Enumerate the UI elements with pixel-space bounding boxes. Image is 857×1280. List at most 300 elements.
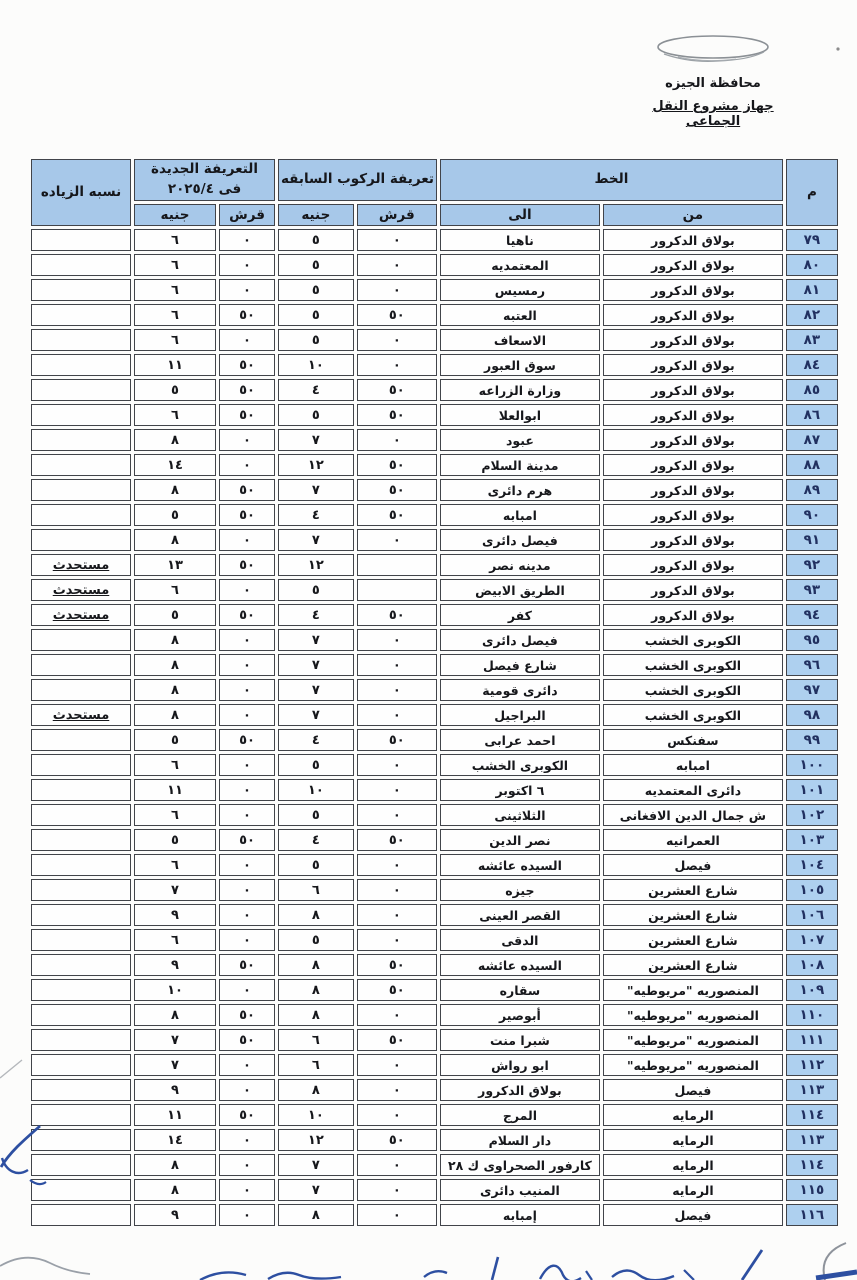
from-cell: الكوبرى الخشب — [603, 654, 783, 676]
row-number: ٩٧ — [786, 679, 838, 701]
header-to: الى — [440, 204, 600, 226]
header-new-tariff-line1: التعريفة الجديدة — [151, 161, 258, 178]
to-cell: نصر الدين — [440, 829, 600, 851]
prev-piasters-cell: ٠ — [357, 854, 437, 876]
increase-cell — [31, 854, 131, 876]
header-prev-piasters: قرش — [357, 204, 437, 226]
table-row — [31, 929, 838, 951]
increase-cell — [31, 279, 131, 301]
new-piasters-cell: ٠ — [219, 529, 275, 551]
to-cell: دائرى قومية — [440, 679, 600, 701]
new-pounds-cell: ١٤ — [134, 1129, 216, 1151]
table-row — [31, 804, 838, 826]
table-row — [31, 1154, 838, 1176]
from-cell: الرمايه — [603, 1129, 783, 1151]
prev-piasters-cell: ٠ — [357, 629, 437, 651]
from-cell: بولاق الدكرور — [603, 504, 783, 526]
header-new-piasters: قرش — [219, 204, 275, 226]
to-cell: المنيب دائرى — [440, 1179, 600, 1201]
table-row — [31, 629, 838, 651]
new-piasters-cell: ٠ — [219, 879, 275, 901]
to-cell: ناهيا — [440, 229, 600, 251]
row-number: ٧٩ — [786, 229, 838, 251]
table-row — [31, 579, 838, 601]
governorate-name: محافظة الجيزه — [665, 76, 761, 91]
to-cell: الطريق الابيض — [440, 579, 600, 601]
increase-cell — [31, 1129, 131, 1151]
table-row — [31, 1004, 838, 1026]
from-cell: فيصل — [603, 1204, 783, 1226]
row-number: ١٠٩ — [786, 979, 838, 1001]
header-previous-tariff-group: تعريفة الركوب السابقه — [278, 159, 437, 201]
increase-cell — [31, 879, 131, 901]
prev-pounds-cell: ٥ — [278, 854, 354, 876]
to-cell: سوق العبور — [440, 354, 600, 376]
new-pounds-cell: ٦ — [134, 229, 216, 251]
from-cell: بولاق الدكرور — [603, 229, 783, 251]
row-number: ٨٦ — [786, 404, 838, 426]
prev-piasters-cell: ٥٠ — [357, 454, 437, 476]
table-row — [31, 229, 838, 251]
row-number: ٨٩ — [786, 479, 838, 501]
row-number: ١٠١ — [786, 779, 838, 801]
from-cell: الكوبرى الخشب — [603, 629, 783, 651]
prev-piasters-cell: ٠ — [357, 229, 437, 251]
from-cell: بولاق الدكرور — [603, 529, 783, 551]
to-cell: مدينة السلام — [440, 454, 600, 476]
to-cell: جيزه — [440, 879, 600, 901]
table-row — [31, 279, 838, 301]
row-number: ١١٢ — [786, 1054, 838, 1076]
new-piasters-cell: ٠ — [219, 1154, 275, 1176]
row-number: ١١٦ — [786, 1204, 838, 1226]
new-pounds-cell: ١٣ — [134, 554, 216, 576]
new-pounds-cell: ٩ — [134, 954, 216, 976]
prev-piasters-cell: ٠ — [357, 429, 437, 451]
new-piasters-cell: ٠ — [219, 579, 275, 601]
prev-piasters-cell: ٠ — [357, 904, 437, 926]
new-pounds-cell: ٨ — [134, 679, 216, 701]
to-cell: دار السلام — [440, 1129, 600, 1151]
fare-table-header — [31, 159, 838, 226]
to-cell: الكوبرى الخشب — [440, 754, 600, 776]
table-row — [31, 404, 838, 426]
new-pounds-cell: ١٤ — [134, 454, 216, 476]
prev-pounds-cell: ٨ — [278, 979, 354, 1001]
table-row — [31, 429, 838, 451]
letterhead — [623, 34, 803, 129]
to-cell: الثلاثينى — [440, 804, 600, 826]
to-cell: إمبابه — [440, 1204, 600, 1226]
new-piasters-cell: ٠ — [219, 429, 275, 451]
from-cell: شارع العشرين — [603, 954, 783, 976]
new-piasters-cell: ٠ — [219, 704, 275, 726]
to-cell: الاسعاف — [440, 329, 600, 351]
row-number: ١٠٢ — [786, 804, 838, 826]
new-piasters-cell: ٠ — [219, 1079, 275, 1101]
new-pounds-cell: ٥ — [134, 604, 216, 626]
prev-piasters-cell: ٠ — [357, 654, 437, 676]
prev-piasters-cell: ٠ — [357, 929, 437, 951]
new-piasters-cell: ٥٠ — [219, 1029, 275, 1051]
prev-pounds-cell: ٧ — [278, 1154, 354, 1176]
prev-piasters-cell: ٥٠ — [357, 504, 437, 526]
prev-piasters-cell: ٥٠ — [357, 379, 437, 401]
new-pounds-cell: ٦ — [134, 304, 216, 326]
table-row — [31, 879, 838, 901]
row-number: ٨٤ — [786, 354, 838, 376]
new-piasters-cell: ٥٠ — [219, 304, 275, 326]
from-cell: بولاق الدكرور — [603, 329, 783, 351]
new-pounds-cell: ٨ — [134, 654, 216, 676]
new-piasters-cell: ٥٠ — [219, 729, 275, 751]
to-cell: شبرا منت — [440, 1029, 600, 1051]
increase-cell: مستحدث — [31, 704, 131, 726]
prev-piasters-cell: ٠ — [357, 1204, 437, 1226]
increase-cell — [31, 479, 131, 501]
header-number: م — [786, 159, 838, 226]
new-pounds-cell: ٥ — [134, 829, 216, 851]
from-cell: الرمايه — [603, 1154, 783, 1176]
new-piasters-cell: ٥٠ — [219, 604, 275, 626]
header-new-tariff-line2: فى ٢٠٢٥/٤ — [167, 181, 242, 197]
new-piasters-cell: ٠ — [219, 754, 275, 776]
prev-piasters-cell: ٥٠ — [357, 1029, 437, 1051]
new-piasters-cell: ٠ — [219, 329, 275, 351]
new-pounds-cell: ٧ — [134, 1054, 216, 1076]
new-piasters-cell: ٥٠ — [219, 554, 275, 576]
to-cell: ابوالعلا — [440, 404, 600, 426]
table-row — [31, 379, 838, 401]
to-cell: المعتمديه — [440, 254, 600, 276]
new-piasters-cell: ٠ — [219, 1204, 275, 1226]
prev-pounds-cell: ٥ — [278, 279, 354, 301]
from-cell: بولاق الدكرور — [603, 554, 783, 576]
new-pounds-cell: ١١ — [134, 779, 216, 801]
to-cell: أبوصير — [440, 1004, 600, 1026]
increase-cell — [31, 1154, 131, 1176]
prev-pounds-cell: ٨ — [278, 1204, 354, 1226]
new-pounds-cell: ١١ — [134, 354, 216, 376]
to-cell: رمسيس — [440, 279, 600, 301]
increase-cell — [31, 1179, 131, 1201]
table-row — [31, 654, 838, 676]
fare-table-body — [31, 229, 838, 1226]
increase-cell — [31, 229, 131, 251]
prev-piasters-cell: ٠ — [357, 1104, 437, 1126]
from-cell: ش جمال الدين الافغانى — [603, 804, 783, 826]
new-piasters-cell: ٠ — [219, 679, 275, 701]
prev-pounds-cell: ١٠ — [278, 779, 354, 801]
fare-table — [28, 156, 841, 1229]
prev-piasters-cell: ٥٠ — [357, 304, 437, 326]
increase-cell — [31, 1004, 131, 1026]
prev-piasters-cell: ٥٠ — [357, 979, 437, 1001]
table-row — [31, 854, 838, 876]
row-number: ٩٢ — [786, 554, 838, 576]
to-cell: المرج — [440, 1104, 600, 1126]
table-row — [31, 1104, 838, 1126]
from-cell: المنصوريه "مريوطيه" — [603, 1004, 783, 1026]
from-cell: فيصل — [603, 1079, 783, 1101]
table-row — [31, 504, 838, 526]
to-cell: عبود — [440, 429, 600, 451]
to-cell: سقاره — [440, 979, 600, 1001]
row-number: ٩٦ — [786, 654, 838, 676]
table-row — [31, 329, 838, 351]
table-row — [31, 729, 838, 751]
to-cell: فيصل دائرى — [440, 629, 600, 651]
to-cell: ٦ اكتوبر — [440, 779, 600, 801]
table-row — [31, 304, 838, 326]
new-piasters-cell: ٠ — [219, 229, 275, 251]
prev-pounds-cell: ١٠ — [278, 1104, 354, 1126]
prev-piasters-cell: ٠ — [357, 679, 437, 701]
header-prev-pounds: جنيه — [278, 204, 354, 226]
row-number: ١٠٦ — [786, 904, 838, 926]
table-row — [31, 779, 838, 801]
new-piasters-cell: ٥٠ — [219, 479, 275, 501]
from-cell: سفنكس — [603, 729, 783, 751]
increase-cell — [31, 979, 131, 1001]
new-piasters-cell: ٥٠ — [219, 354, 275, 376]
prev-pounds-cell: ٥ — [278, 804, 354, 826]
header-new-tariff-group — [134, 159, 275, 201]
new-pounds-cell: ٨ — [134, 704, 216, 726]
table-row — [31, 954, 838, 976]
prev-piasters-cell: ٠ — [357, 1004, 437, 1026]
from-cell: بولاق الدكرور — [603, 604, 783, 626]
to-cell: امبابه — [440, 504, 600, 526]
row-number: ١١٠ — [786, 1004, 838, 1026]
row-number: ٩٠ — [786, 504, 838, 526]
to-cell: القصر العينى — [440, 904, 600, 926]
prev-pounds-cell: ٦ — [278, 1029, 354, 1051]
prev-pounds-cell: ٧ — [278, 654, 354, 676]
row-number: ١٠٨ — [786, 954, 838, 976]
table-row — [31, 479, 838, 501]
increase-cell: مستحدث — [31, 604, 131, 626]
prev-piasters-cell: ٠ — [357, 529, 437, 551]
new-pounds-cell: ٩ — [134, 1204, 216, 1226]
prev-pounds-cell: ٥ — [278, 404, 354, 426]
increase-cell — [31, 454, 131, 476]
table-row — [31, 529, 838, 551]
prev-piasters-cell: ٥٠ — [357, 479, 437, 501]
prev-piasters-cell: ٠ — [357, 879, 437, 901]
new-pounds-cell: ٩ — [134, 1079, 216, 1101]
to-cell: البراجيل — [440, 704, 600, 726]
row-number: ١٠٤ — [786, 854, 838, 876]
prev-pounds-cell: ٨ — [278, 1079, 354, 1101]
prev-pounds-cell: ٥ — [278, 254, 354, 276]
prev-pounds-cell: ٥ — [278, 929, 354, 951]
from-cell: الكوبرى الخشب — [603, 704, 783, 726]
to-cell: كفر — [440, 604, 600, 626]
increase-cell — [31, 504, 131, 526]
from-cell: العمرانيه — [603, 829, 783, 851]
prev-piasters-cell: ٥٠ — [357, 829, 437, 851]
prev-piasters-cell: ٥٠ — [357, 954, 437, 976]
row-number: ١٠٣ — [786, 829, 838, 851]
increase-cell: مستحدث — [31, 554, 131, 576]
new-piasters-cell: ٥٠ — [219, 954, 275, 976]
new-pounds-cell: ٨ — [134, 479, 216, 501]
new-pounds-cell: ٦ — [134, 579, 216, 601]
table-row — [31, 979, 838, 1001]
to-cell: فيصل دائرى — [440, 529, 600, 551]
from-cell: بولاق الدكرور — [603, 304, 783, 326]
table-row — [31, 829, 838, 851]
increase-cell — [31, 729, 131, 751]
to-cell: شارع فيصل — [440, 654, 600, 676]
table-row — [31, 1204, 838, 1226]
to-cell: ابو رواش — [440, 1054, 600, 1076]
new-piasters-cell: ٠ — [219, 629, 275, 651]
row-number: ١١٣ — [786, 1129, 838, 1151]
to-cell: هرم دائرى — [440, 479, 600, 501]
increase-cell — [31, 804, 131, 826]
row-number: ١١٣ — [786, 1079, 838, 1101]
increase-cell — [31, 304, 131, 326]
table-row — [31, 1029, 838, 1051]
table-row — [31, 354, 838, 376]
prev-piasters-cell: ٥٠ — [357, 404, 437, 426]
header-from: من — [603, 204, 783, 226]
prev-pounds-cell: ٨ — [278, 954, 354, 976]
prev-pounds-cell: ١٠ — [278, 354, 354, 376]
new-piasters-cell: ٥٠ — [219, 404, 275, 426]
table-row — [31, 904, 838, 926]
from-cell: بولاق الدكرور — [603, 454, 783, 476]
prev-pounds-cell: ٧ — [278, 479, 354, 501]
prev-piasters-cell: ٥٠ — [357, 604, 437, 626]
table-row — [31, 754, 838, 776]
new-pounds-cell: ٥ — [134, 729, 216, 751]
increase-cell — [31, 429, 131, 451]
prev-piasters-cell: ٠ — [357, 254, 437, 276]
row-number: ٩٣ — [786, 579, 838, 601]
new-piasters-cell: ٠ — [219, 854, 275, 876]
prev-piasters-cell: ٥٠ — [357, 729, 437, 751]
new-piasters-cell: ٠ — [219, 779, 275, 801]
row-number: ١١٤ — [786, 1104, 838, 1126]
from-cell: الرمايه — [603, 1104, 783, 1126]
increase-cell — [31, 1079, 131, 1101]
from-cell: فيصل — [603, 854, 783, 876]
to-cell: بولاق الدكرور — [440, 1079, 600, 1101]
prev-pounds-cell: ٧ — [278, 679, 354, 701]
to-cell: الدقى — [440, 929, 600, 951]
increase-cell — [31, 954, 131, 976]
new-piasters-cell: ٠ — [219, 804, 275, 826]
row-number: ٩٥ — [786, 629, 838, 651]
from-cell: الرمايه — [603, 1179, 783, 1201]
prev-piasters-cell: ٠ — [357, 354, 437, 376]
prev-pounds-cell: ١٢ — [278, 454, 354, 476]
new-pounds-cell: ٦ — [134, 804, 216, 826]
new-pounds-cell: ٥ — [134, 504, 216, 526]
new-piasters-cell: ٥٠ — [219, 1004, 275, 1026]
new-piasters-cell: ٠ — [219, 1054, 275, 1076]
prev-pounds-cell: ١٢ — [278, 1129, 354, 1151]
increase-cell — [31, 329, 131, 351]
prev-pounds-cell: ١٢ — [278, 554, 354, 576]
header-new-pounds: جنيه — [134, 204, 216, 226]
new-pounds-cell: ٦ — [134, 279, 216, 301]
from-cell: الكوبرى الخشب — [603, 679, 783, 701]
prev-pounds-cell: ٧ — [278, 1179, 354, 1201]
new-pounds-cell: ٨ — [134, 429, 216, 451]
prev-pounds-cell: ٤ — [278, 379, 354, 401]
table-row — [31, 679, 838, 701]
new-pounds-cell: ٦ — [134, 854, 216, 876]
from-cell: امبابه — [603, 754, 783, 776]
governorate-logo — [623, 34, 803, 72]
row-number: ٩٨ — [786, 704, 838, 726]
new-piasters-cell: ٠ — [219, 1129, 275, 1151]
new-pounds-cell: ٧ — [134, 879, 216, 901]
increase-cell — [31, 1104, 131, 1126]
row-number: ٩١ — [786, 529, 838, 551]
prev-piasters-cell: ٠ — [357, 754, 437, 776]
new-piasters-cell: ٠ — [219, 279, 275, 301]
header-line-group: الخط — [440, 159, 783, 201]
table-row — [31, 704, 838, 726]
prev-piasters-cell: ٠ — [357, 329, 437, 351]
increase-cell — [31, 679, 131, 701]
new-piasters-cell: ٥٠ — [219, 829, 275, 851]
prev-piasters-cell: ٠ — [357, 279, 437, 301]
prev-piasters-cell: ٠ — [357, 704, 437, 726]
prev-piasters-cell — [357, 579, 437, 601]
from-cell: بولاق الدكرور — [603, 479, 783, 501]
row-number: ٨٠ — [786, 254, 838, 276]
row-number: ١٠٧ — [786, 929, 838, 951]
header-increase-ratio: نسبه الزياده — [31, 159, 131, 226]
new-pounds-cell: ٦ — [134, 254, 216, 276]
from-cell: بولاق الدكرور — [603, 379, 783, 401]
table-row — [31, 604, 838, 626]
from-cell: المنصوريه "مريوطيه" — [603, 1054, 783, 1076]
prev-pounds-cell: ٨ — [278, 1004, 354, 1026]
authority-name: جهاز مشروع النقل الجماعى — [652, 99, 774, 129]
from-cell: شارع العشرين — [603, 879, 783, 901]
new-pounds-cell: ٦ — [134, 929, 216, 951]
increase-cell — [31, 1204, 131, 1226]
to-cell: مدينه نصر — [440, 554, 600, 576]
prev-piasters-cell: ٠ — [357, 1079, 437, 1101]
increase-cell — [31, 1029, 131, 1051]
prev-pounds-cell: ٥ — [278, 329, 354, 351]
prev-piasters-cell: ٠ — [357, 804, 437, 826]
increase-cell — [31, 1054, 131, 1076]
prev-pounds-cell: ٥ — [278, 304, 354, 326]
new-piasters-cell: ٠ — [219, 929, 275, 951]
row-number: ٨١ — [786, 279, 838, 301]
to-cell: كارفور الصحراوى ك ٢٨ — [440, 1154, 600, 1176]
prev-pounds-cell: ٧ — [278, 629, 354, 651]
increase-cell — [31, 254, 131, 276]
increase-cell — [31, 754, 131, 776]
prev-pounds-cell: ٨ — [278, 904, 354, 926]
row-number: ١١١ — [786, 1029, 838, 1051]
prev-pounds-cell: ٥ — [278, 754, 354, 776]
row-number: ٨٥ — [786, 379, 838, 401]
row-number: ١١٥ — [786, 1179, 838, 1201]
new-piasters-cell: ٥٠ — [219, 504, 275, 526]
prev-pounds-cell: ٥ — [278, 229, 354, 251]
